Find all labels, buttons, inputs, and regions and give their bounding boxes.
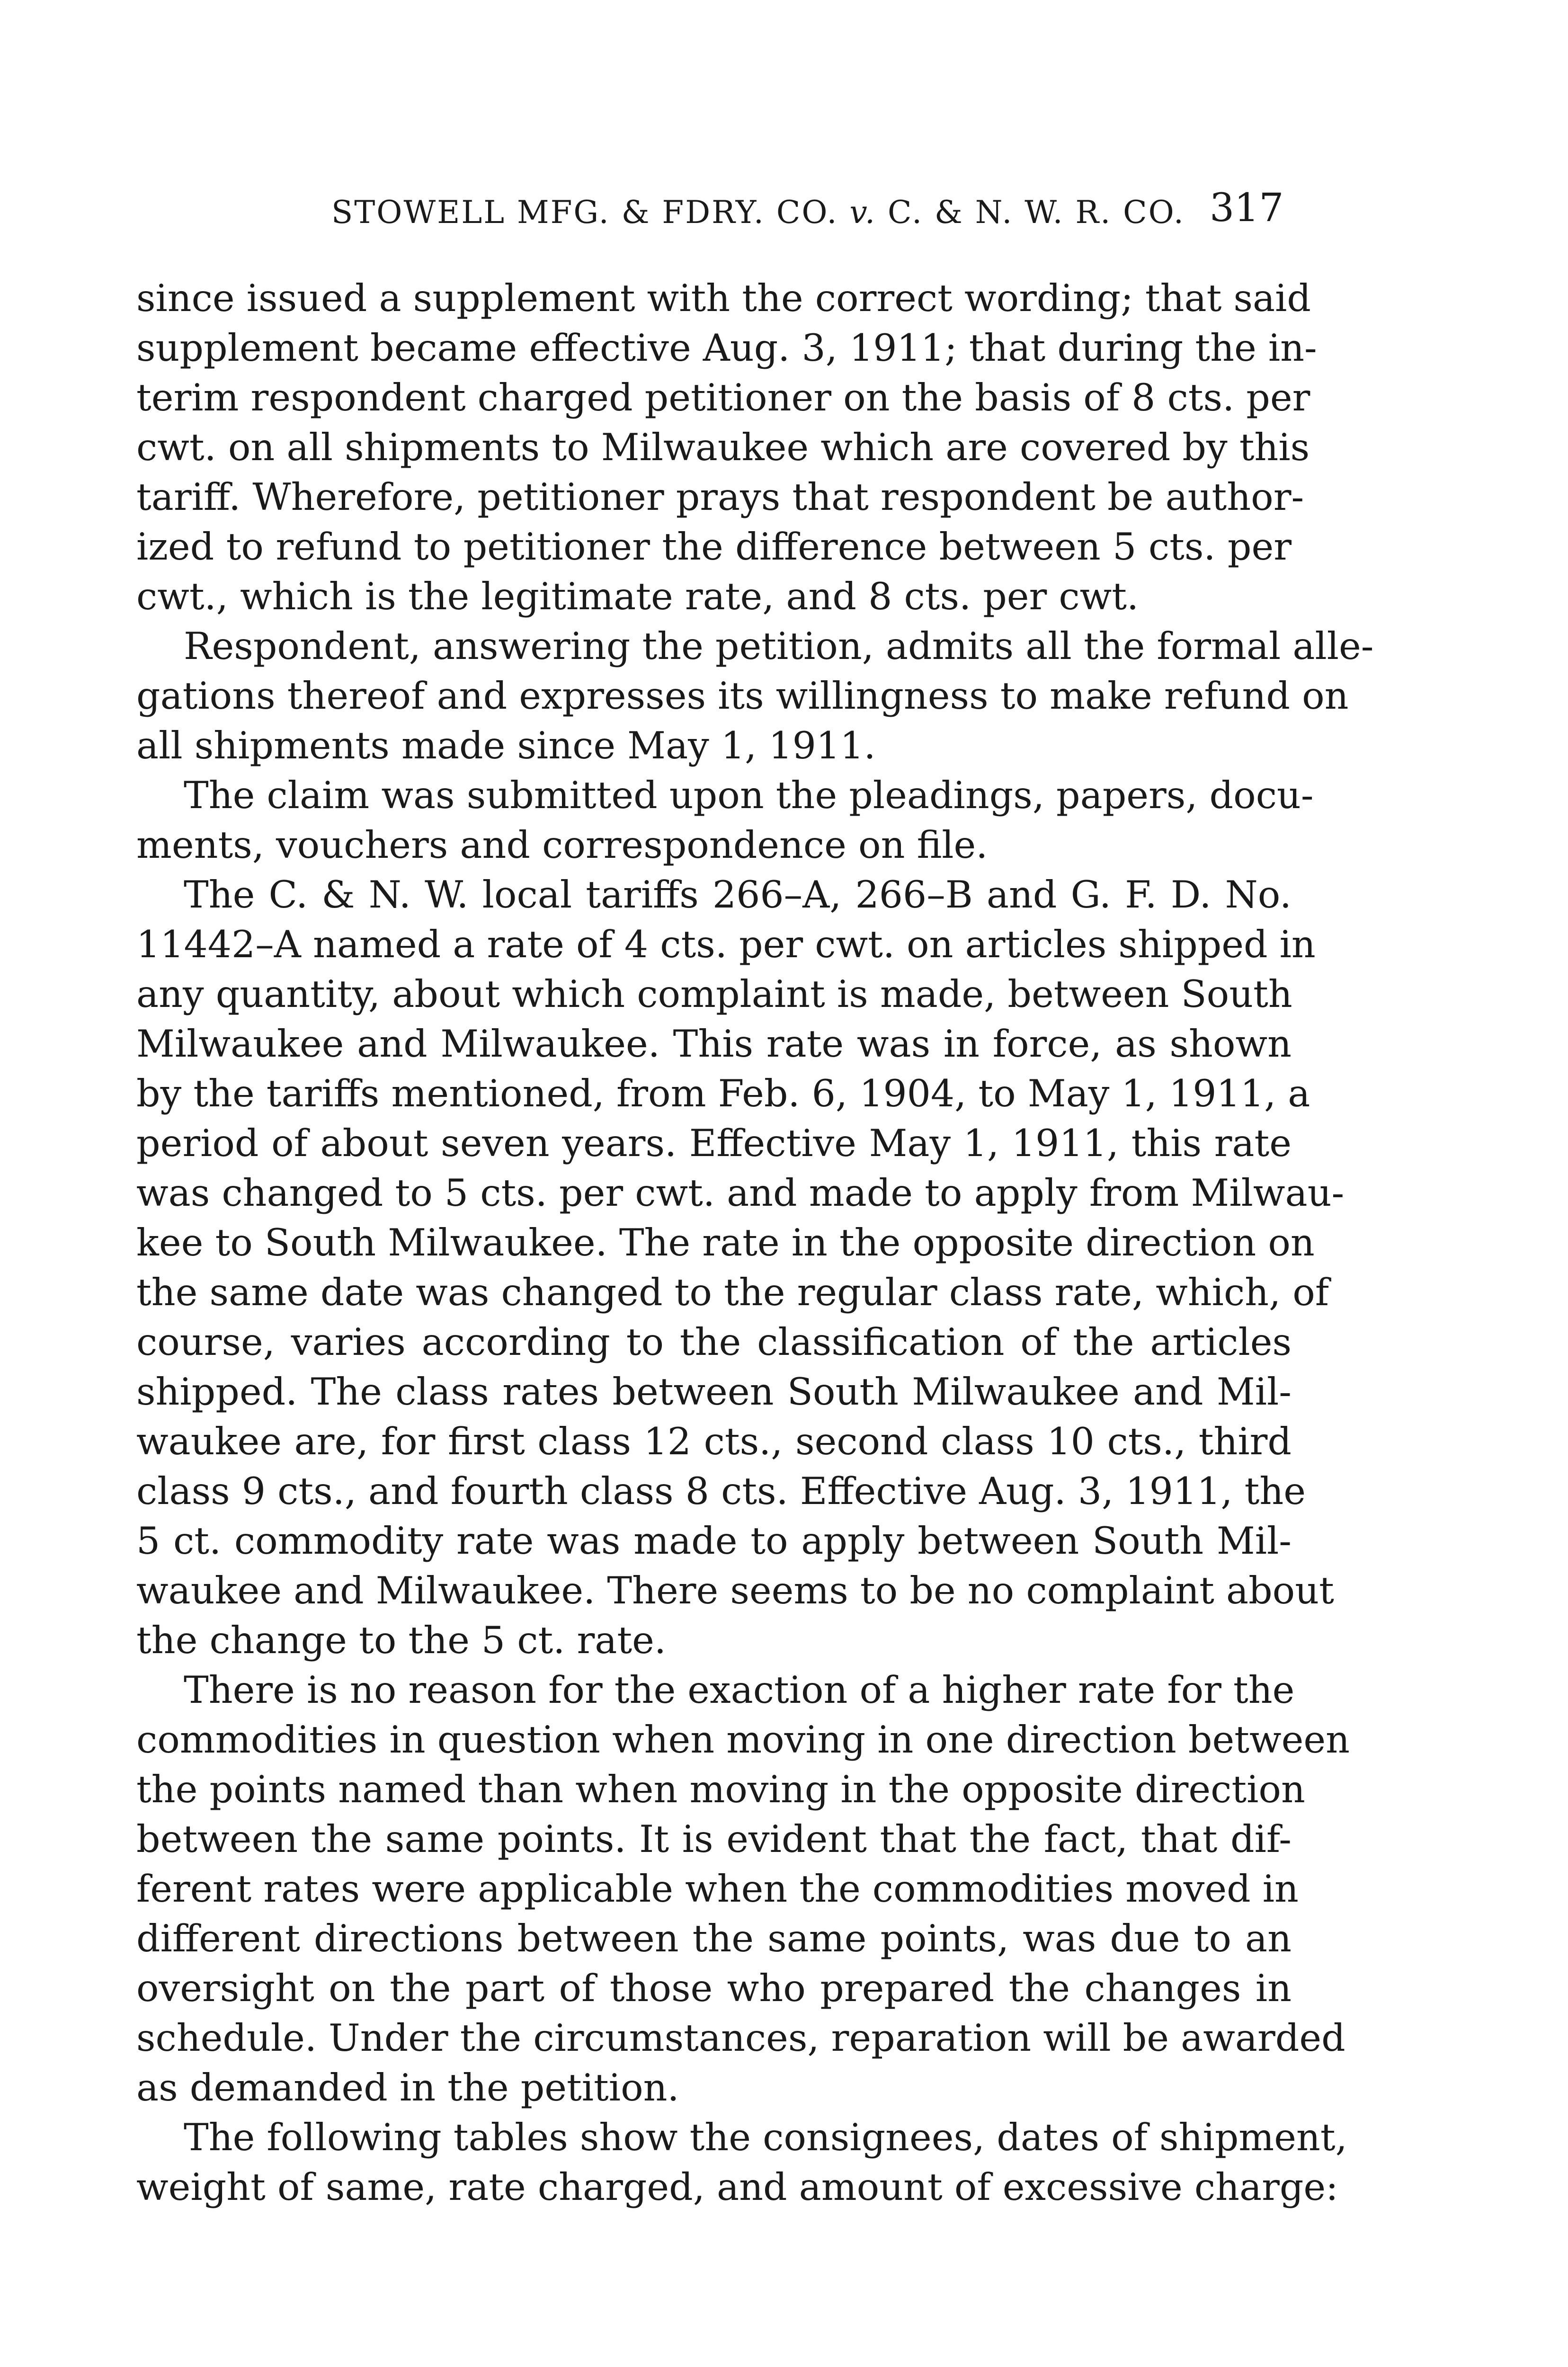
text-line: the same date was changed to the regular class rate, which, of xyxy=(136,1271,1329,1314)
text-line: ferent rates were applicable when the commodities moved in xyxy=(136,1867,1299,1911)
text-line: by the tariffs mentioned, from Feb. 6, 1904, to May 1, 1911, a xyxy=(136,1072,1310,1115)
text-line: between the same points. It is evident that the fact, that dif- xyxy=(136,1817,1292,1861)
text-line: The C. & N. W. local tariffs 266–A, 266–B and G. F. D. No. xyxy=(184,873,1292,917)
text-line: ized to refund to petitioner the difference between 5 cts. per xyxy=(136,525,1292,569)
running-head-part2: C. & N. W. R. CO. xyxy=(887,194,1185,231)
page-number: 317 xyxy=(1210,186,1284,231)
text-line: supplement became effective Aug. 3, 1911; that during the in- xyxy=(136,326,1317,370)
text-line: different directions between the same points, was due to an xyxy=(136,1917,1292,1960)
text-line: period of about seven years. Effective May 1, 1911, this rate xyxy=(136,1121,1292,1165)
running-head-versus: v. xyxy=(849,194,876,231)
text-line: tariff. Wherefore, petitioner prays that respondent be author- xyxy=(136,475,1304,519)
text-line: The claim was submitted upon the pleadings, papers, docu- xyxy=(184,774,1314,817)
text-line: the points named than when moving in the opposite direction xyxy=(136,1768,1305,1811)
text-line: kee to South Milwaukee. The rate in the opposite direction on xyxy=(136,1221,1315,1264)
text-line: class 9 cts., and fourth class 8 cts. Effective Aug. 3, 1911, the xyxy=(136,1469,1306,1513)
text-line: gations thereof and expresses its willingness to make refund on xyxy=(136,674,1349,718)
text-line: shipped. The class rates between South Milwaukee and Mil- xyxy=(136,1370,1292,1414)
running-head xyxy=(331,194,1185,231)
text-line: Milwaukee and Milwaukee. This rate was in force, as shown xyxy=(136,1022,1292,1066)
text-line: cwt., which is the legitimate rate, and 8 cts. per cwt. xyxy=(136,575,1139,618)
text-line: weight of same, rate charged, and amount of excessive charge: xyxy=(136,2165,1338,2209)
text-line: There is no reason for the exaction of a higher rate for the xyxy=(184,1668,1295,1712)
text-line: any quantity, about which complaint is made, between South xyxy=(136,972,1292,1016)
paragraph xyxy=(136,2113,1347,2212)
text-line: cwt. on all shipments to Milwaukee which are covered by this xyxy=(136,426,1310,469)
text-line: was changed to 5 cts. per cwt. and made to apply from Milwau- xyxy=(136,1171,1345,1215)
text-line: since issued a supplement with the correct wording; that said xyxy=(136,276,1311,320)
text-line: course, varies according to the classification of the articles xyxy=(136,1320,1292,1364)
paragraph xyxy=(136,622,1374,771)
text-line: oversight on the part of those who prepared the changes in xyxy=(136,1967,1292,2010)
text-line: the change to the 5 ct. rate. xyxy=(136,1619,666,1662)
text-line: waukee are, for first class 12 cts., second class 10 cts., third xyxy=(136,1420,1292,1463)
paragraph xyxy=(136,870,1345,1665)
paragraph xyxy=(136,1665,1350,2113)
text-line: all shipments made since May 1, 1911. xyxy=(136,724,876,767)
text-line: Respondent, answering the petition, admits all the formal alle- xyxy=(184,624,1374,668)
text-line: 5 ct. commodity rate was made to apply between South Mil- xyxy=(136,1519,1292,1563)
text-line: waukee and Milwaukee. There seems to be no complaint about xyxy=(136,1569,1334,1612)
text-line: 11442–A named a rate of 4 cts. per cwt. on articles shipped in xyxy=(136,923,1316,966)
text-line: terim respondent charged petitioner on the basis of 8 cts. per xyxy=(136,376,1310,419)
running-head-part1: STOWELL MFG. & FDRY. CO. xyxy=(331,194,838,231)
text-line: The following tables show the consignees, dates of shipment, xyxy=(184,2116,1347,2159)
text-line: schedule. Under the circumstances, reparation will be awarded xyxy=(136,2016,1345,2060)
text-line: commodities in question when moving in one direction between xyxy=(136,1718,1350,1762)
paragraph xyxy=(136,274,1317,622)
text-line: as demanded in the petition. xyxy=(136,2066,679,2109)
body-text xyxy=(136,274,1374,2212)
text-line: ments, vouchers and correspondence on file. xyxy=(136,823,988,867)
paragraph xyxy=(136,771,1314,870)
